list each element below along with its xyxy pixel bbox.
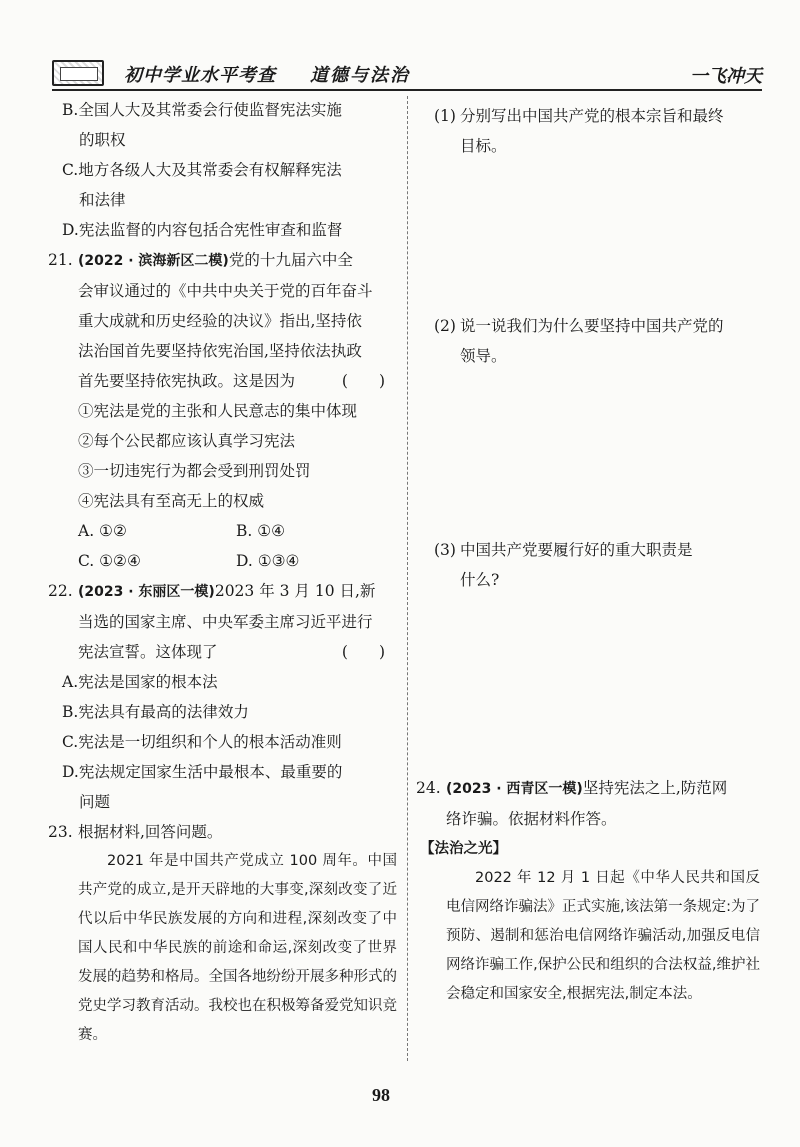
question-22: 22. (2023 · 东丽区一模)2023 年 3 月 10 日,新 当选的国家主席、中央军委主席习近平进行 宪法宣誓。这体现了 ( ) [52, 576, 397, 667]
statement-item: ①宪法是党的主张和人民意志的集中体现 [78, 402, 358, 420]
q22-option-d: D.宪法规定国家生活中最根本、最重要的 问题 [62, 763, 343, 811]
header-rule [52, 89, 762, 91]
statement-item: ③一切违宪行为都会受到刑罚处罚 [78, 462, 311, 480]
q20-option-c: C.地方各级人大及其常委会有权解释宪法 和法律 [62, 161, 342, 209]
question-24: 24. (2023 · 西青区一模)坚持宪法之上,防范网 络诈骗。依据材料作答。 【法治之光】 [420, 773, 760, 864]
q23-sub-question-2: (2) 说一说我们为什么要坚持中国共产党的 领导。 [434, 317, 724, 365]
answer-bracket: ( ) [341, 643, 385, 661]
q23-sub-question-1: (1) 分别写出中国共产党的根本宗旨和最终 目标。 [434, 107, 724, 155]
statement-item: ④宪法具有至高无上的权威 [78, 492, 265, 510]
q24-material: 2022 年 12 月 1 日起《中华人民共和国反电信网络诈骗法》正式实施,该法第一条规定:为了预防、遏制和惩治电信网络诈骗活动,加强反电信网络诈骗工作,保护公民和组织的合法权益,维护社会稳定和国家安全,根据宪法,制定本法。 [446, 870, 760, 1002]
q20-option-b: B.全国人大及其常委会行使监督宪法实施 的职权 [62, 101, 342, 149]
question-number: 23. [48, 823, 73, 841]
subject-title: 道德与法治 [310, 65, 410, 86]
answer-space [420, 161, 760, 311]
statement-item: ②每个公民都应该认真学习宪法 [78, 432, 296, 450]
page-number: 98 [372, 1085, 390, 1105]
q21-option-c: C. ①②④ [78, 552, 141, 570]
right-column [416, 101, 760, 1009]
q21-options-row-1 [52, 516, 397, 546]
question-21: 21. (2022 · 滨海新区二模)党的十九届六中全 会审议通过的《中共中央关于党的百年奋斗 重大成就和历史经验的决议》指出,坚持依 法治国首先要坚持依宪治国,坚持依法执政 首先要坚持依宪执政。这是因为 ( ) [52, 245, 397, 396]
q23-sub-question-3: (3) 中国共产党要履行好的重大职责是 什么? [434, 541, 693, 589]
q22-option-b: B.宪法具有最高的法律效力 [62, 703, 249, 721]
question-source: (2023 · 西青区一模) [446, 781, 583, 797]
q20-option-d: D.宪法监督的内容包括合宪性审查和监督 [62, 221, 343, 239]
q23-material: 2021 年是中国共产党成立 100 周年。中国共产党的成立,是开天辟地的大事变,深刻改变了近代以后中华民族发展的方向和进程,深刻改变了中国人民和中华民族的前途和命运,深刻改变了世界发展的趋势和格局。全国各地纷纷开展多种形式的党史学习教育活动。我校也在积极筹备爱党知识竞赛。 [78, 853, 397, 1043]
q21-option-a: A. ①② [78, 522, 127, 540]
q22-option-a: A.宪法是国家的根本法 [62, 673, 218, 691]
left-column [48, 95, 397, 1050]
book-title: 初中学业水平考查 [124, 65, 276, 86]
q21-option-d: D. ①③④ [236, 552, 300, 570]
q21-option-b: B. ①④ [236, 522, 286, 540]
answer-space [420, 371, 760, 535]
book-logo-icon [52, 60, 104, 86]
question-source: (2023 · 东丽区一模) [78, 584, 215, 600]
q22-option-c: C.宪法是一切组织和个人的根本活动准则 [62, 733, 342, 751]
question-source: (2022 · 滨海新区二模) [78, 253, 229, 269]
question-number: 21. [48, 251, 73, 269]
q21-options-row-2 [52, 546, 397, 576]
question-number: 22. [48, 582, 73, 600]
question-number: 24. [416, 779, 441, 797]
answer-space [420, 595, 760, 773]
page-header [52, 58, 762, 94]
column-divider [407, 96, 408, 1061]
section-title: 【法治之光】 [420, 841, 507, 857]
answer-bracket: ( ) [341, 372, 385, 390]
question-23: 23. 根据材料,回答问题。 [52, 817, 397, 847]
brand-name: 一飞冲天 [690, 66, 762, 87]
